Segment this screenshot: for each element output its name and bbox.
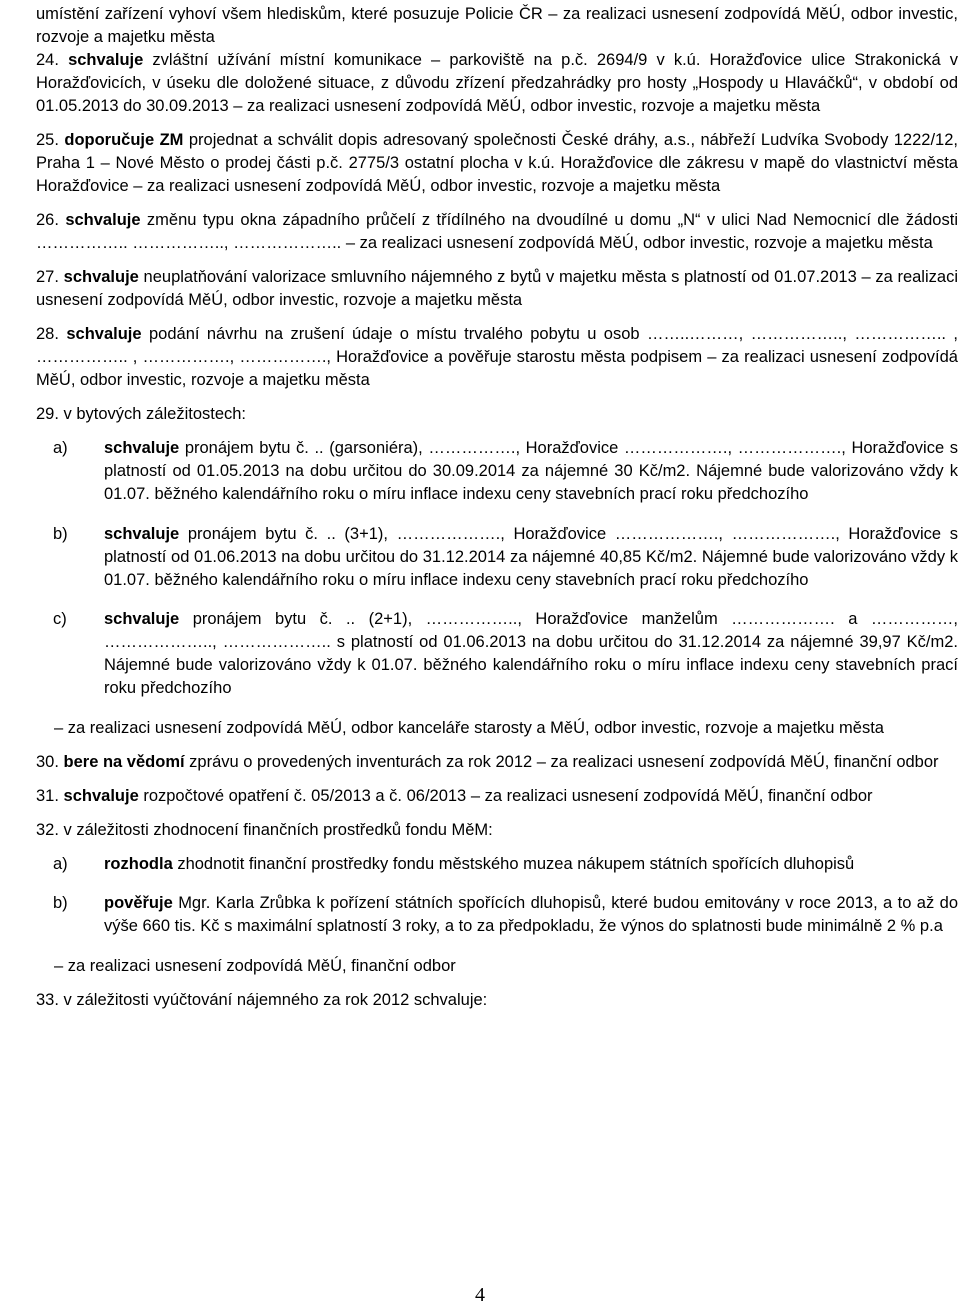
item-number: 33. bbox=[36, 990, 59, 1009]
item-text: v záležitosti zhodnocení finančních prostředků fondu MěM: bbox=[58, 820, 493, 839]
item-verb: schvaluje bbox=[66, 325, 142, 343]
page-number: 4 bbox=[475, 1284, 485, 1306]
item-25 bbox=[36, 129, 958, 198]
document-body bbox=[36, 3, 958, 1012]
item-text: změnu typu okna západního průčelí z třídílného na dvoudílné u domu „N“ v ulici Nad Nemocnicí dle žádosti …………….. …………….., ……………….. – za realizaci usnesení zodpovídá MěÚ, odbor investic, rozvoje a majetku města bbox=[36, 211, 958, 252]
sub-label: b) bbox=[53, 524, 68, 543]
item-verb: schvaluje bbox=[104, 439, 180, 457]
item-verb: schvaluje bbox=[68, 51, 144, 69]
item-number: 27. bbox=[36, 268, 59, 286]
item-verb: schvaluje bbox=[63, 268, 139, 286]
item-text: neuplatňování valorizace smluvního nájemného z bytů v majetku města s platností od 01.07.2013 – za realizaci usnesení zodpovídá MěÚ, odbor investic, rozvoje a majetku města bbox=[36, 268, 958, 309]
item-32-responsibility: – za realizaci usnesení zodpovídá MěÚ, finanční odbor bbox=[54, 956, 456, 975]
item-text: pronájem bytu č. .. (2+1), …………….., Horažďovice manželům ………………. a ……………, ……………….., ……………….. s platností od 01.06.2013 na dobu určitou do 31.12.2014 za nájemné 39,97 Kč/m2. Nájemné bude valorizováno vždy k 01.07. běžného kalendářního roku o míru inflace indexu ceny stavebních prací roku předchozího bbox=[104, 610, 958, 697]
item-31 bbox=[36, 785, 958, 808]
paragraph-continuation: umístění zařízení vyhoví všem hlediskům, které posuzuje Policie ČR – za realizaci usnesení zodpovídá MěÚ, odbor investic, rozvoje a majetku města bbox=[36, 5, 958, 46]
item-verb: schvaluje bbox=[63, 786, 139, 805]
item-29c bbox=[53, 608, 958, 700]
item-verb: schvaluje bbox=[104, 610, 180, 628]
item-text: zvláštní užívání místní komunikace – parkoviště na p.č. 2694/9 v k.ú. Horažďovice ulice Strakonická v Horažďovicích, v úseku dle doložené situace, z důvodu zřízení předzahrádky pro hosty „Hospody u Hlaváčků“, v období od 01.05.2013 do 30.09.2013 – za realizaci usnesení zodpovídá MěÚ, odbor investic, rozvoje a majetku města bbox=[36, 51, 958, 115]
item-29a bbox=[53, 437, 958, 506]
item-28 bbox=[36, 323, 958, 392]
item-verb: schvaluje bbox=[65, 211, 141, 229]
sub-label: a) bbox=[53, 439, 68, 457]
item-number: 28. bbox=[36, 325, 59, 343]
item-text: zhodnotit finanční prostředky fondu městského muzea nákupem státních spořících dluhopisů bbox=[172, 854, 855, 873]
item-number: 29. bbox=[36, 405, 59, 423]
item-number: 26. bbox=[36, 211, 59, 229]
item-26 bbox=[36, 209, 958, 255]
item-number: 25. bbox=[36, 131, 59, 149]
item-text: projednat a schválit dopis adresovaný společnosti České dráhy, a.s., nábřeží Ludvíka Svobody 1222/12, Praha 1 – Nové Město o prodej části p.č. 2775/3 ostatní plocha v k.ú. Horažďovice dle zákresu v mapě do vlastnictví města Horažďovice – za realizaci usnesení zodpovídá MěÚ, odbor investic, rozvoje a majetku města bbox=[36, 131, 958, 195]
item-text: rozpočtové opatření č. 05/2013 a č. 06/2013 – za realizaci usnesení zodpovídá MěÚ, finanční odbor bbox=[138, 786, 873, 805]
sub-label: b) bbox=[53, 894, 68, 912]
item-29-responsibility: – za realizaci usnesení zodpovídá MěÚ, odbor kanceláře starosty a MěÚ, odbor investic, rozvoje a majetku města bbox=[54, 718, 884, 737]
item-text: v bytových záležitostech: bbox=[58, 405, 247, 423]
item-text: Mgr. Karla Zrůbka k pořízení státních spořících dluhopisů, které budou emitovány v roce 2013, a to až do výše 660 tis. Kč s maximální splatností 3 roky, a to za předpokladu, že výnos do splatnosti bude minimálně 2 % p.a bbox=[104, 894, 958, 935]
item-27 bbox=[36, 266, 958, 312]
item-33 bbox=[36, 989, 958, 1012]
item-29b bbox=[53, 523, 958, 592]
item-24 bbox=[36, 49, 958, 118]
item-number: 31. bbox=[36, 786, 59, 805]
item-text: pronájem bytu č. .. (garsoniéra), ……………., Horažďovice ………………., ………………., Horažďovice s platností od 01.05.2013 na dobu určitou do 30.09.2014 za nájemné 30 Kč/m2. Nájemné bude valorizováno vždy k 01.07. běžného kalendářního roku o míru inflace indexu ceny stavebních prací roku předchozího bbox=[104, 439, 958, 503]
item-number: 24. bbox=[36, 51, 59, 69]
item-29 bbox=[36, 403, 958, 426]
item-text: v záležitosti vyúčtování nájemného za rok 2012 schvaluje: bbox=[58, 990, 488, 1009]
item-verb: schvaluje bbox=[104, 524, 180, 543]
item-verb: pověřuje bbox=[104, 894, 173, 912]
item-verb: doporučuje ZM bbox=[64, 131, 184, 149]
item-number: 30. bbox=[36, 752, 59, 771]
item-32 bbox=[36, 819, 958, 842]
item-verb: rozhodla bbox=[104, 854, 173, 873]
item-32a bbox=[53, 853, 958, 876]
sub-label: a) bbox=[53, 854, 68, 873]
item-32b bbox=[53, 892, 958, 938]
item-text: podání návrhu na zrušení údaje o místu trvalého pobytu u osob ……..………, …………….., …………….. , …………….. , ……………., ……………., Horažďovice a pověřuje starostu města podpisem – za realizaci usnesení zodpovídá MěÚ, odbor investic, rozvoje a majetku města bbox=[36, 325, 958, 389]
item-number: 32. bbox=[36, 820, 59, 839]
sub-label: c) bbox=[53, 610, 67, 628]
item-text: zprávu o provedených inventurách za rok 2012 – za realizaci usnesení zodpovídá MěÚ, finanční odbor bbox=[184, 752, 939, 771]
item-30 bbox=[36, 751, 958, 774]
item-text: pronájem bytu č. .. (3+1), ………………., Horažďovice ………………., ………………., Horažďovice s platností od 01.06.2013 na dobu určitou do 31.12.2014 za nájemné 40,85 Kč/m2. Nájemné bude valorizováno vždy k 01.07. běžného kalendářního roku o míru inflace indexu ceny stavebních prací roku předchozího bbox=[104, 524, 958, 589]
item-verb: bere na vědomí bbox=[63, 752, 185, 771]
